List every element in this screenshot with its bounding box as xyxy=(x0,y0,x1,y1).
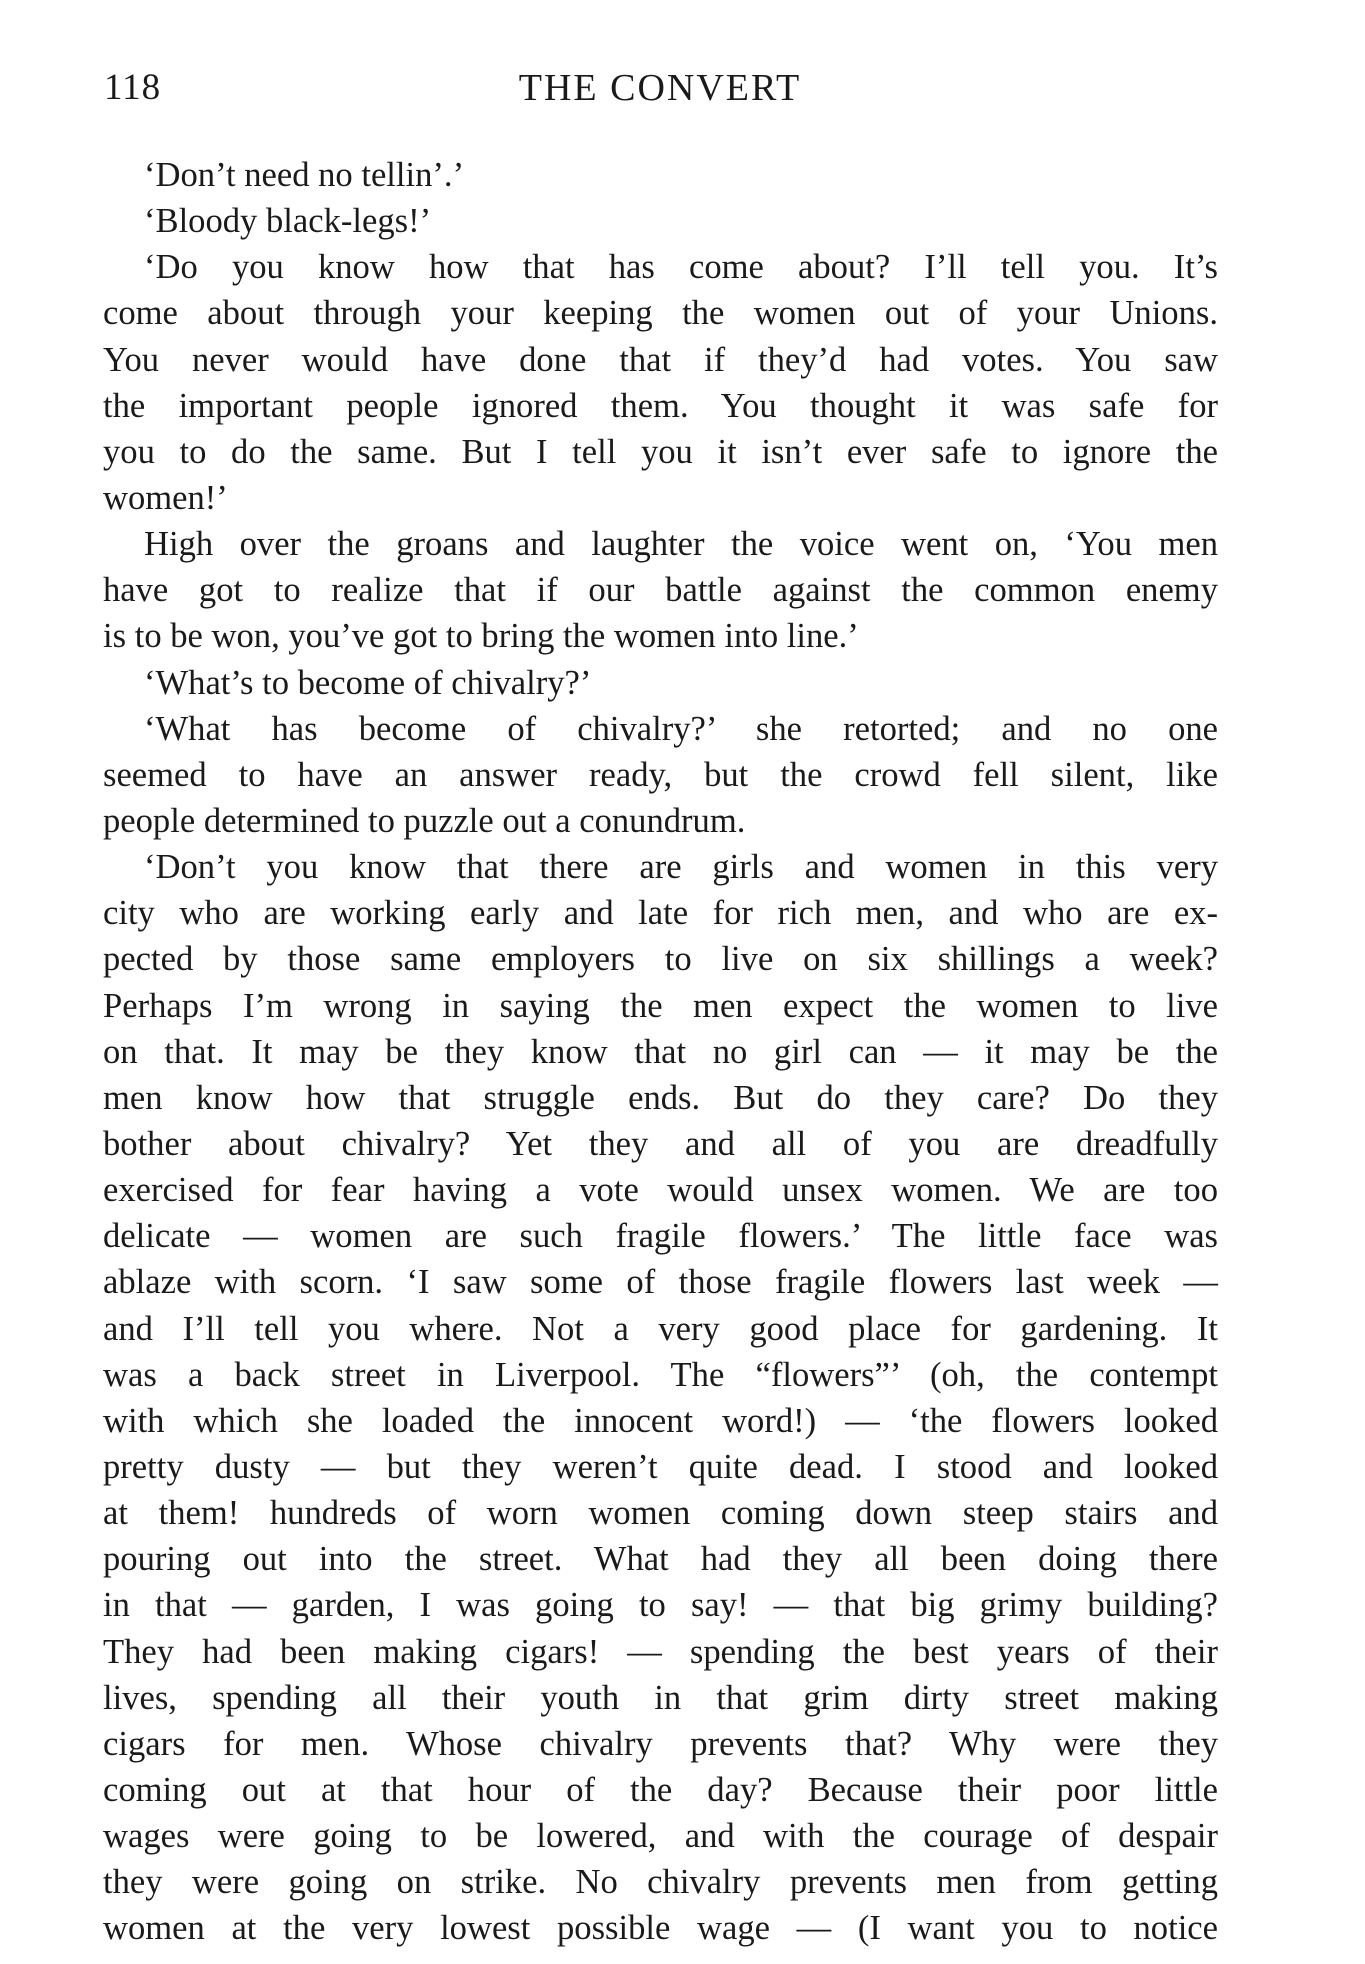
text-line: ‘What’s to become of chivalry?’ xyxy=(144,663,592,702)
text-line: people determined to puzzle out a conundrum. xyxy=(103,801,746,840)
text-line: come about through your keeping the women out of your Unions. xyxy=(103,294,1218,333)
text-line: was a back street in Liverpool. The “flowers”’ (oh, the contempt xyxy=(103,1355,1218,1394)
text-line: You never would have done that if they’d had votes. You saw xyxy=(103,340,1218,379)
text-line: ‘Bloody black-legs!’ xyxy=(144,202,432,241)
text-line: pouring out into the street. What had they all been doing there xyxy=(103,1540,1218,1579)
text-line: pected by those same employers to live on six shillings a week? xyxy=(103,940,1218,979)
text-line: High over the groans and laughter the voice went on, ‘You men xyxy=(144,525,1218,564)
text-line: city who are working early and late for rich men, and who are ex- xyxy=(103,894,1218,933)
text-line: at them! hundreds of worn women coming down steep stairs and xyxy=(103,1494,1218,1533)
text-line: you to do the same. But I tell you it isn’t ever safe to ignore the xyxy=(103,432,1218,471)
text-line: ‘Do you know how that has come about? I’ll tell you. It’s xyxy=(144,248,1218,287)
text-line: ‘Don’t need no tellin’.’ xyxy=(144,156,465,194)
text-line: exercised for fear having a vote would unsex women. We are too xyxy=(103,1171,1218,1210)
text-line: women at the very lowest possible wage — (I want you to notice xyxy=(103,1909,1218,1948)
text-line: on that. It may be they know that no girl can — it may be the xyxy=(103,1032,1218,1071)
text-line: ‘Don’t you know that there are girls and women in this very xyxy=(144,848,1218,887)
text-line: seemed to have an answer ready, but the crowd fell silent, like xyxy=(103,755,1218,794)
text-line: coming out at that hour of the day? Because their poor little xyxy=(103,1770,1218,1809)
running-head xyxy=(104,62,1216,114)
running-title: THE CONVERT xyxy=(518,67,802,109)
text-line: is to be won, you’ve got to bring the women into line.’ xyxy=(103,617,859,656)
text-line: ‘What has become of chivalry?’ she retorted; and no one xyxy=(144,709,1218,748)
text-line: and I’ll tell you where. Not a very good place for gardening. It xyxy=(103,1309,1218,1348)
text-line: they were going on strike. No chivalry prevents men from getting xyxy=(103,1863,1218,1902)
text-line: delicate — women are such fragile flowers.’ The little face was xyxy=(103,1217,1218,1256)
page-number: 118 xyxy=(104,67,162,108)
text-line: the important people ignored them. You thought it was safe for xyxy=(103,386,1218,425)
text-line: have got to realize that if our battle against the common enemy xyxy=(103,571,1218,610)
body-text xyxy=(103,152,1218,1951)
text-line: with which she loaded the innocent word!) — ‘the flowers looked xyxy=(103,1401,1218,1440)
text-line: lives, spending all their youth in that grim dirty street making xyxy=(103,1678,1218,1717)
text-line: pretty dusty — but they weren’t quite dead. I stood and looked xyxy=(103,1447,1218,1486)
text-line: men know how that struggle ends. But do they care? Do they xyxy=(103,1078,1218,1117)
text-line: women!’ xyxy=(103,478,228,517)
text-line: in that — garden, I was going to say! — that big grimy building? xyxy=(103,1586,1218,1625)
text-line: ablaze with scorn. ‘I saw some of those fragile flowers last week — xyxy=(103,1263,1218,1302)
text-line: They had been making cigars! — spending the best years of their xyxy=(103,1632,1218,1671)
text-line: Perhaps I’m wrong in saying the men expect the women to live xyxy=(103,986,1218,1025)
text-line: wages were going to be lowered, and with the courage of despair xyxy=(103,1817,1218,1856)
text-line: bother about chivalry? Yet they and all of you are dreadfully xyxy=(103,1124,1218,1163)
text-line: cigars for men. Whose chivalry prevents that? Why were they xyxy=(103,1724,1218,1763)
